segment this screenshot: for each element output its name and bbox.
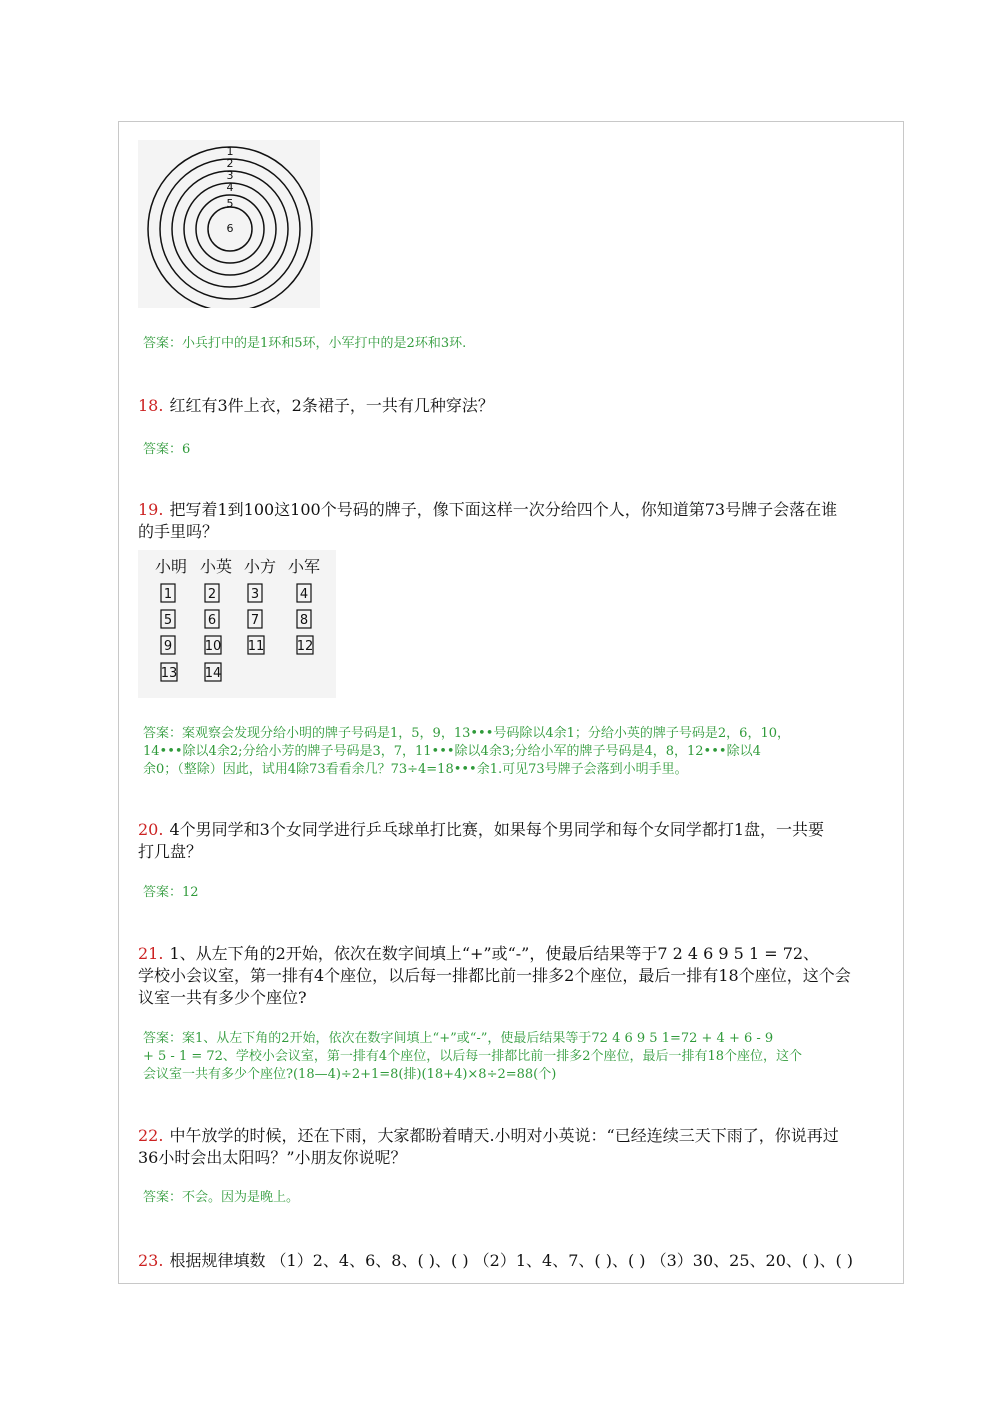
answer-line1: 答案：案观察会发现分给小明的牌子号码是1，5，9，13•••号码除以4余1；分给小英的牌子号码是2，6，10， <box>143 726 790 741</box>
question-number: 23. <box>138 1251 164 1270</box>
ring-label-2: 2 <box>226 157 234 170</box>
question-number: 20. <box>138 820 164 839</box>
card-number: 6 <box>207 613 217 628</box>
ring-label-4: 4 <box>226 181 234 194</box>
question-number: 21. <box>138 944 164 963</box>
q20-answer: 答案：12 <box>143 885 199 900</box>
q22-answer: 答案：不会。因为是晚上。 <box>143 1190 300 1205</box>
card-number: 1 <box>163 587 173 602</box>
card-number: 13 <box>160 666 178 681</box>
answer-line3: 会议室一共有多少个座位?(18—4)÷2+1=8(排)(18+4)×8÷2=88(个) <box>143 1067 557 1082</box>
card-number: 8 <box>299 613 309 628</box>
question-22 <box>138 1125 906 1169</box>
card-number: 14 <box>204 666 222 681</box>
q18-answer: 答案：6 <box>143 442 191 457</box>
answer-line3: 余0；（整除）因此，试用4除73看看余几？73÷4=18•••余1.可见73号牌子会落到小明手里。 <box>143 762 688 777</box>
card-number: 3 <box>250 587 260 602</box>
question-text: 红红有3件上衣，2条裙子，一共有几种穿法？ <box>169 396 494 415</box>
name-xiaojun: 小军 <box>287 557 321 576</box>
question-text: 根据规律填数 （1）2、4、6、8、( )、( ) （2）1、4、7、( )、( ) （3）30、25、20、( )、( ) <box>169 1251 854 1270</box>
question-23 <box>138 1250 906 1272</box>
card-number: 5 <box>163 613 173 628</box>
question-text-line1: 中午放学的时候，还在下雨，大家都盼着晴天.小明对小英说：“已经连续三天下雨了，你说再过 <box>169 1126 839 1145</box>
name-xiaofang: 小方 <box>243 557 277 576</box>
question-20 <box>138 819 906 863</box>
question-19 <box>138 499 906 543</box>
target-rings-svg <box>138 140 320 308</box>
question-18 <box>138 395 906 417</box>
card-number: 7 <box>250 613 260 628</box>
card-number: 2 <box>207 587 217 602</box>
q19-answer <box>143 725 905 779</box>
question-text-line2: 的手里吗？ <box>138 522 219 541</box>
answer-line1: 答案：案1、从左下角的2开始，依次在数字间填上“+”或“-”，使最后结果等于72 4 6 9 5 1=72 + 4 + 6 - 9 <box>143 1031 774 1046</box>
q17-answer: 答案：小兵打中的是1环和5环，小军打中的是2环和3环. <box>143 336 467 351</box>
question-21 <box>138 943 906 1009</box>
card-number: 11 <box>247 639 265 654</box>
question-number: 18. <box>138 396 164 415</box>
q21-answer <box>143 1030 905 1084</box>
question-text-line2: 打几盘？ <box>138 842 203 861</box>
card-number: 10 <box>204 639 222 654</box>
question-text-line3: 议室一共有多少个座位? <box>138 988 307 1007</box>
answer-line2: 14•••除以4余2;分给小芳的牌子号码是3，7，11•••除以4余3;分给小军的牌子号码是4，8，12•••除以4 <box>143 744 761 759</box>
ring-label-1: 1 <box>226 145 234 158</box>
ring-label-6: 6 <box>226 222 234 235</box>
name-xiaoming: 小明 <box>154 557 188 576</box>
question-text-line1: 4个男同学和3个女同学进行乒乓球单打比赛，如果每个男同学和每个女同学都打1盘，一共要 <box>169 820 824 839</box>
question-text-line1: 1、从左下角的2开始，依次在数字间填上“+”或“-”，使最后结果等于7 2 4 6 9 5 1 = 72、 <box>169 944 820 963</box>
card-distribution-figure <box>138 550 336 698</box>
question-number: 19. <box>138 500 164 519</box>
question-text-line1: 把写着1到100这100个号码的牌子，像下面这样一次分给四个人，你知道第73号牌子会落在谁 <box>169 500 838 519</box>
ring-label-3: 3 <box>226 169 234 182</box>
card-number: 9 <box>163 639 173 654</box>
name-xiaoying: 小英 <box>199 557 233 576</box>
ring-label-5: 5 <box>226 197 234 210</box>
question-number: 22. <box>138 1126 164 1145</box>
card-number: 4 <box>299 587 309 602</box>
card-number: 12 <box>296 639 314 654</box>
answer-line2: + 5 - 1 = 72、学校小会议室，第一排有4个座位，以后每一排都比前一排多2个座位，最后一排有18个座位，这个 <box>143 1049 803 1064</box>
question-text-line2: 36小时会出太阳吗？”小朋友你说呢？ <box>138 1148 407 1167</box>
question-text-line2: 学校小会议室，第一排有4个座位，以后每一排都比前一排多2个座位，最后一排有18个座位，这个会 <box>138 966 851 985</box>
cards-svg <box>138 550 336 698</box>
target-figure <box>138 140 320 308</box>
